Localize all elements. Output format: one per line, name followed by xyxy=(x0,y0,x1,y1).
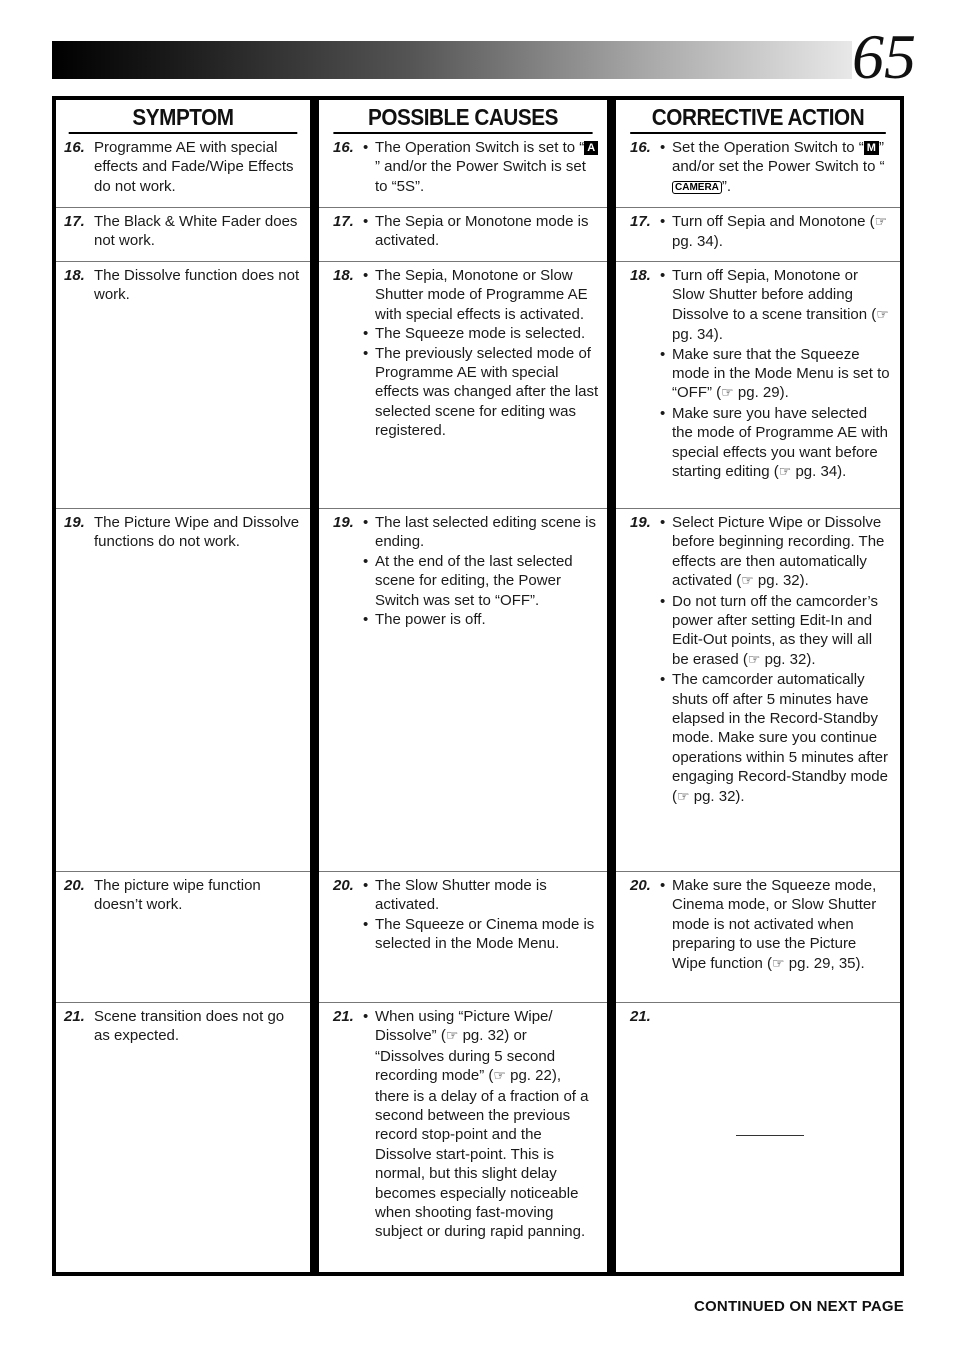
row-number: 18. xyxy=(630,267,651,284)
table-row xyxy=(616,208,900,262)
cause-item: • The last selected editing scene is ending. xyxy=(375,513,599,552)
symptom-column xyxy=(56,100,310,1272)
causes-header: POSSIBLE CAUSES xyxy=(333,100,592,134)
cause-item: • The Squeeze or Cinema mode is selected in the Mode Menu. xyxy=(375,915,599,954)
action-item: • Make sure that the Squeeze mode in the Mode Menu is set to “OFF” (☞ pg. 29). xyxy=(672,345,892,404)
cause-item: • The power is off. xyxy=(375,610,599,629)
page-number: 65 xyxy=(852,21,916,92)
table-row xyxy=(616,134,900,208)
action-item: • Make sure you have selected the mode of Programme AE with special effects you want before starting editing (☞ pg. 34). xyxy=(672,404,892,483)
table-row xyxy=(56,509,310,872)
table-row xyxy=(319,134,607,208)
table-row xyxy=(616,1003,900,1272)
header-gradient-bar xyxy=(52,41,852,79)
row-number: 19. xyxy=(64,514,85,531)
row-number: 19. xyxy=(333,514,354,531)
pointing-hand-icon: ☞ xyxy=(778,464,792,481)
table-row xyxy=(56,208,310,262)
table-row xyxy=(616,262,900,509)
table-row xyxy=(319,509,607,872)
symptom-text: The Black & White Fader does not work. xyxy=(94,213,298,250)
cause-item: • The Slow Shutter mode is activated. xyxy=(375,876,599,915)
row-number: 20. xyxy=(333,877,354,894)
row-number: 20. xyxy=(64,877,85,894)
action-item: • Do not turn off the camcorder’s power after setting Edit-In and Edit-Out points, as they will all be erased (☞ pg. 32). xyxy=(672,592,892,671)
manual-mode-icon: M xyxy=(864,141,879,155)
pointing-hand-icon: ☞ xyxy=(874,214,888,230)
cause-item: • The Sepia or Monotone mode is activated. xyxy=(375,212,599,251)
table-row xyxy=(319,1003,607,1272)
continued-footer: CONTINUED ON NEXT PAGE xyxy=(694,1298,904,1315)
action-item: • The camcorder automatically shuts off after 5 minutes have elapsed in the Record-Standby mode. Make sure you continue operations within 5 minutes after engaging Record-Standby mode (☞ pg. 32). xyxy=(672,670,892,807)
row-number: 17. xyxy=(630,213,651,230)
table-row xyxy=(56,262,310,509)
row-number: 16. xyxy=(630,139,651,156)
row-number: 16. xyxy=(64,139,85,156)
cause-item: • The Sepia, Monotone or Slow Shutter mode of Programme AE with special effects is activated. xyxy=(375,266,599,324)
row-number: 20. xyxy=(630,877,651,894)
cause-item: • At the end of the last selected scene for editing, the Power Switch was set to “OFF”. xyxy=(375,552,599,610)
pointing-hand-icon: ☞ xyxy=(741,573,754,590)
row-number: 21. xyxy=(630,1008,651,1025)
table-row xyxy=(616,872,900,1003)
table-row xyxy=(56,872,310,1003)
symptom-text: Scene transition does not go as expected. xyxy=(94,1008,285,1045)
pointing-hand-icon: ☞ xyxy=(493,1068,506,1085)
symptom-text: Programme AE with special effects and Fade/Wipe Effects do not work. xyxy=(94,139,294,195)
cause-item: • When using “Picture Wipe/ Dissolve” (☞ pg. 32) or “Dissolves during 5 second recording mode” (☞ pg. 22), there is a delay of a fraction of a second between the previous record stop-point and the Dissolve start-point. This is normal, but this slight delay becomes especially noticeable when shooting fast-moving subject or during rapid panning. xyxy=(375,1007,599,1242)
action-item: • Turn off Sepia and Monotone (☞ pg. 34). xyxy=(672,212,892,252)
action-item: • Turn off Sepia, Monotone or Slow Shutter before adding Dissolve to a scene transition (☞ pg. 34). xyxy=(672,266,892,345)
auto-mode-icon: A xyxy=(584,141,598,155)
table-row xyxy=(319,208,607,262)
empty-action-dash xyxy=(736,1135,804,1136)
causes-column xyxy=(319,100,607,1272)
action-column xyxy=(616,100,900,1272)
pointing-hand-icon: ☞ xyxy=(445,1028,459,1045)
row-number: 21. xyxy=(64,1008,85,1025)
row-number: 17. xyxy=(64,213,85,230)
table-row xyxy=(616,509,900,872)
pointing-hand-icon: ☞ xyxy=(721,385,734,402)
action-item: • Set the Operation Switch to “ M ” and/or set the Power Switch to “CAMERA ”. xyxy=(672,138,892,196)
symptom-text: The picture wipe function doesn’t work. xyxy=(94,877,261,914)
cause-item: • The Operation Switch is set to “ A” and/or the Power Switch is set to “5S”. xyxy=(375,138,599,196)
action-item: • Make sure the Squeeze mode, Cinema mode, or Slow Shutter mode is not activated when preparing to use the Picture Wipe function (☞ pg. 29, 35). xyxy=(672,876,892,974)
pointing-hand-icon: ☞ xyxy=(747,651,761,668)
troubleshooting-table xyxy=(52,96,904,1276)
table-row xyxy=(319,262,607,509)
pointing-hand-icon: ☞ xyxy=(677,788,690,805)
symptom-text: The Dissolve function does not work. xyxy=(94,267,300,304)
action-item: • Select Picture Wipe or Dissolve before beginning recording. The effects are then automatically activated (☞ pg. 32). xyxy=(672,513,892,592)
row-number: 18. xyxy=(333,267,354,284)
row-number: 17. xyxy=(333,213,354,230)
action-header: CORRECTIVE ACTION xyxy=(630,100,886,134)
cause-item: • The Squeeze mode is selected. xyxy=(375,324,599,343)
table-row xyxy=(56,1003,310,1272)
row-number: 16. xyxy=(333,139,354,156)
camera-mode-icon: CAMERA xyxy=(672,181,722,194)
symptom-text: The Picture Wipe and Dissolve functions do not work. xyxy=(94,514,300,551)
row-number: 21. xyxy=(333,1008,354,1025)
table-row xyxy=(319,872,607,1003)
row-number: 18. xyxy=(64,267,85,284)
table-row xyxy=(56,134,310,208)
row-number: 19. xyxy=(630,514,651,531)
pointing-hand-icon: ☞ xyxy=(876,306,889,323)
pointing-hand-icon: ☞ xyxy=(772,955,785,972)
cause-item: • The previously selected mode of Programme AE with special effects was changed after the last selected scene for editing was registered. xyxy=(375,344,599,441)
symptom-header: SYMPTOM xyxy=(69,100,298,134)
